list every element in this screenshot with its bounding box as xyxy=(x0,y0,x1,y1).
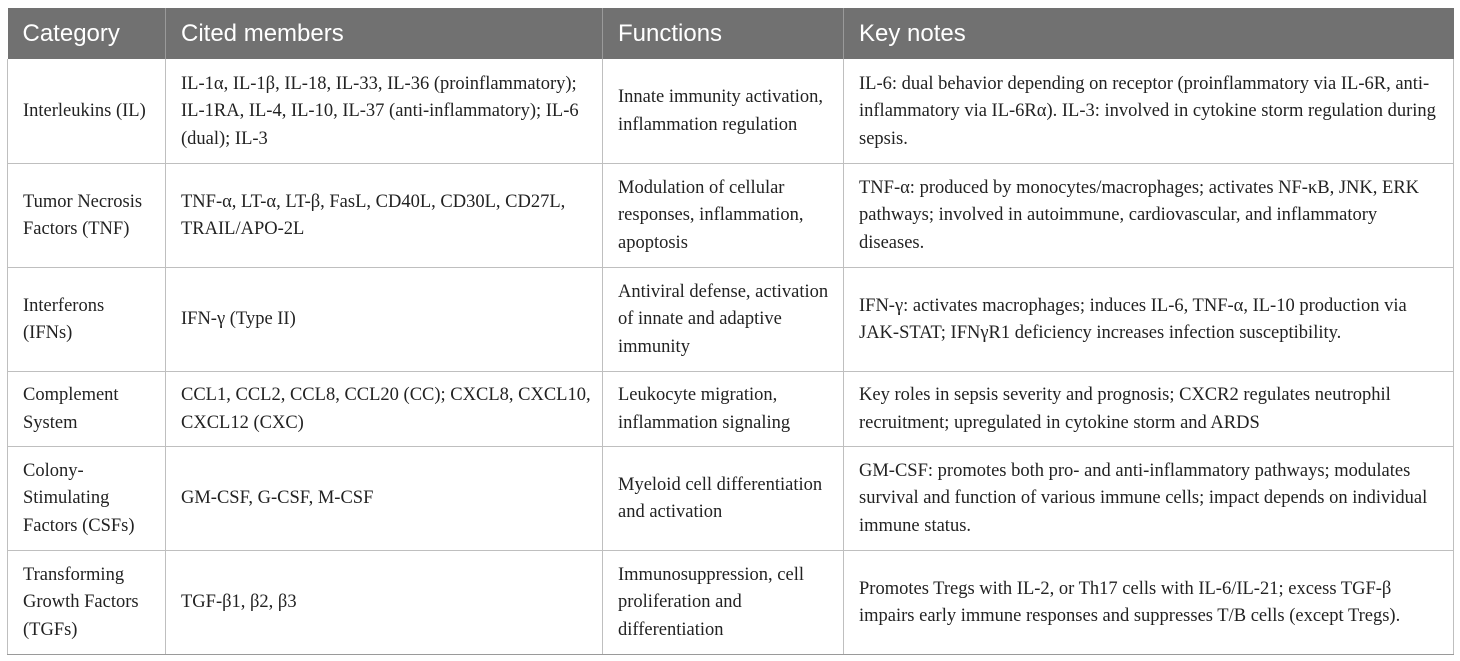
cell-notes: TNF-α: produced by monocytes/macrophages; activates NF-κB, JNK, ERK pathways; involved in autoimmune, cardiovascular, and inflammatory diseases. xyxy=(844,163,1454,267)
table-row xyxy=(8,267,1454,371)
cell-category: Interleukins (IL) xyxy=(8,59,166,163)
header-row xyxy=(8,8,1454,59)
table-row xyxy=(8,163,1454,267)
cell-members: CCL1, CCL2, CCL8, CCL20 (CC); CXCL8, CXCL10, CXCL12 (CXC) xyxy=(166,371,603,446)
cell-category: Colony-Stimulating Factors (CSFs) xyxy=(8,446,166,550)
cell-members: TNF-α, LT-α, LT-β, FasL, CD40L, CD30L, CD27L, TRAIL/APO-2L xyxy=(166,163,603,267)
cell-members: TGF-β1, β2, β3 xyxy=(166,550,603,654)
cell-members: IL-1α, IL-1β, IL-18, IL-33, IL-36 (proinflammatory); IL-1RA, IL-4, IL-10, IL-37 (anti-inflammatory); IL-6 (dual); IL-3 xyxy=(166,59,603,163)
cell-functions: Leukocyte migration, inflammation signaling xyxy=(603,371,844,446)
cell-members: IFN-γ (Type II) xyxy=(166,267,603,371)
table-row xyxy=(8,59,1454,163)
cell-category: Tumor Necrosis Factors (TNF) xyxy=(8,163,166,267)
header-category: Category xyxy=(8,8,166,59)
cell-notes: IFN-γ: activates macrophages; induces IL-6, TNF-α, IL-10 production via JAK-STAT; IFNγR1 deficiency increases infection susceptibility. xyxy=(844,267,1454,371)
header-cited-members: Cited members xyxy=(166,8,603,59)
cell-functions: Innate immunity activation, inflammation regulation xyxy=(603,59,844,163)
cell-notes: IL-6: dual behavior depending on receptor (proinflammatory via IL-6R, anti-inflammatory via IL-6Rα). IL-3: involved in cytokine storm regulation during sepsis. xyxy=(844,59,1454,163)
cell-notes: GM-CSF: promotes both pro- and anti-inflammatory pathways; modulates survival and function of various immune cells; impact depends on individual immune status. xyxy=(844,446,1454,550)
cell-functions: Modulation of cellular responses, inflammation, apoptosis xyxy=(603,163,844,267)
cell-functions: Immunosuppression, cell proliferation and differentiation xyxy=(603,550,844,654)
cytokine-table xyxy=(7,8,1454,655)
table-row xyxy=(8,446,1454,550)
cell-functions: Antiviral defense, activation of innate and adaptive immunity xyxy=(603,267,844,371)
cell-category: Interferons (IFNs) xyxy=(8,267,166,371)
cell-category: Complement System xyxy=(8,371,166,446)
cell-notes: Promotes Tregs with IL-2, or Th17 cells with IL-6/IL-21; excess TGF-β impairs early immune responses and suppresses T/B cells (except Tregs). xyxy=(844,550,1454,654)
cell-category: Transforming Growth Factors (TGFs) xyxy=(8,550,166,654)
cell-functions: Myeloid cell differentiation and activation xyxy=(603,446,844,550)
table-row xyxy=(8,550,1454,654)
cell-notes: Key roles in sepsis severity and prognosis; CXCR2 regulates neutrophil recruitment; upregulated in cytokine storm and ARDS xyxy=(844,371,1454,446)
header-key-notes: Key notes xyxy=(844,8,1454,59)
header-functions: Functions xyxy=(603,8,844,59)
table-row xyxy=(8,371,1454,446)
cell-members: GM-CSF, G-CSF, M-CSF xyxy=(166,446,603,550)
